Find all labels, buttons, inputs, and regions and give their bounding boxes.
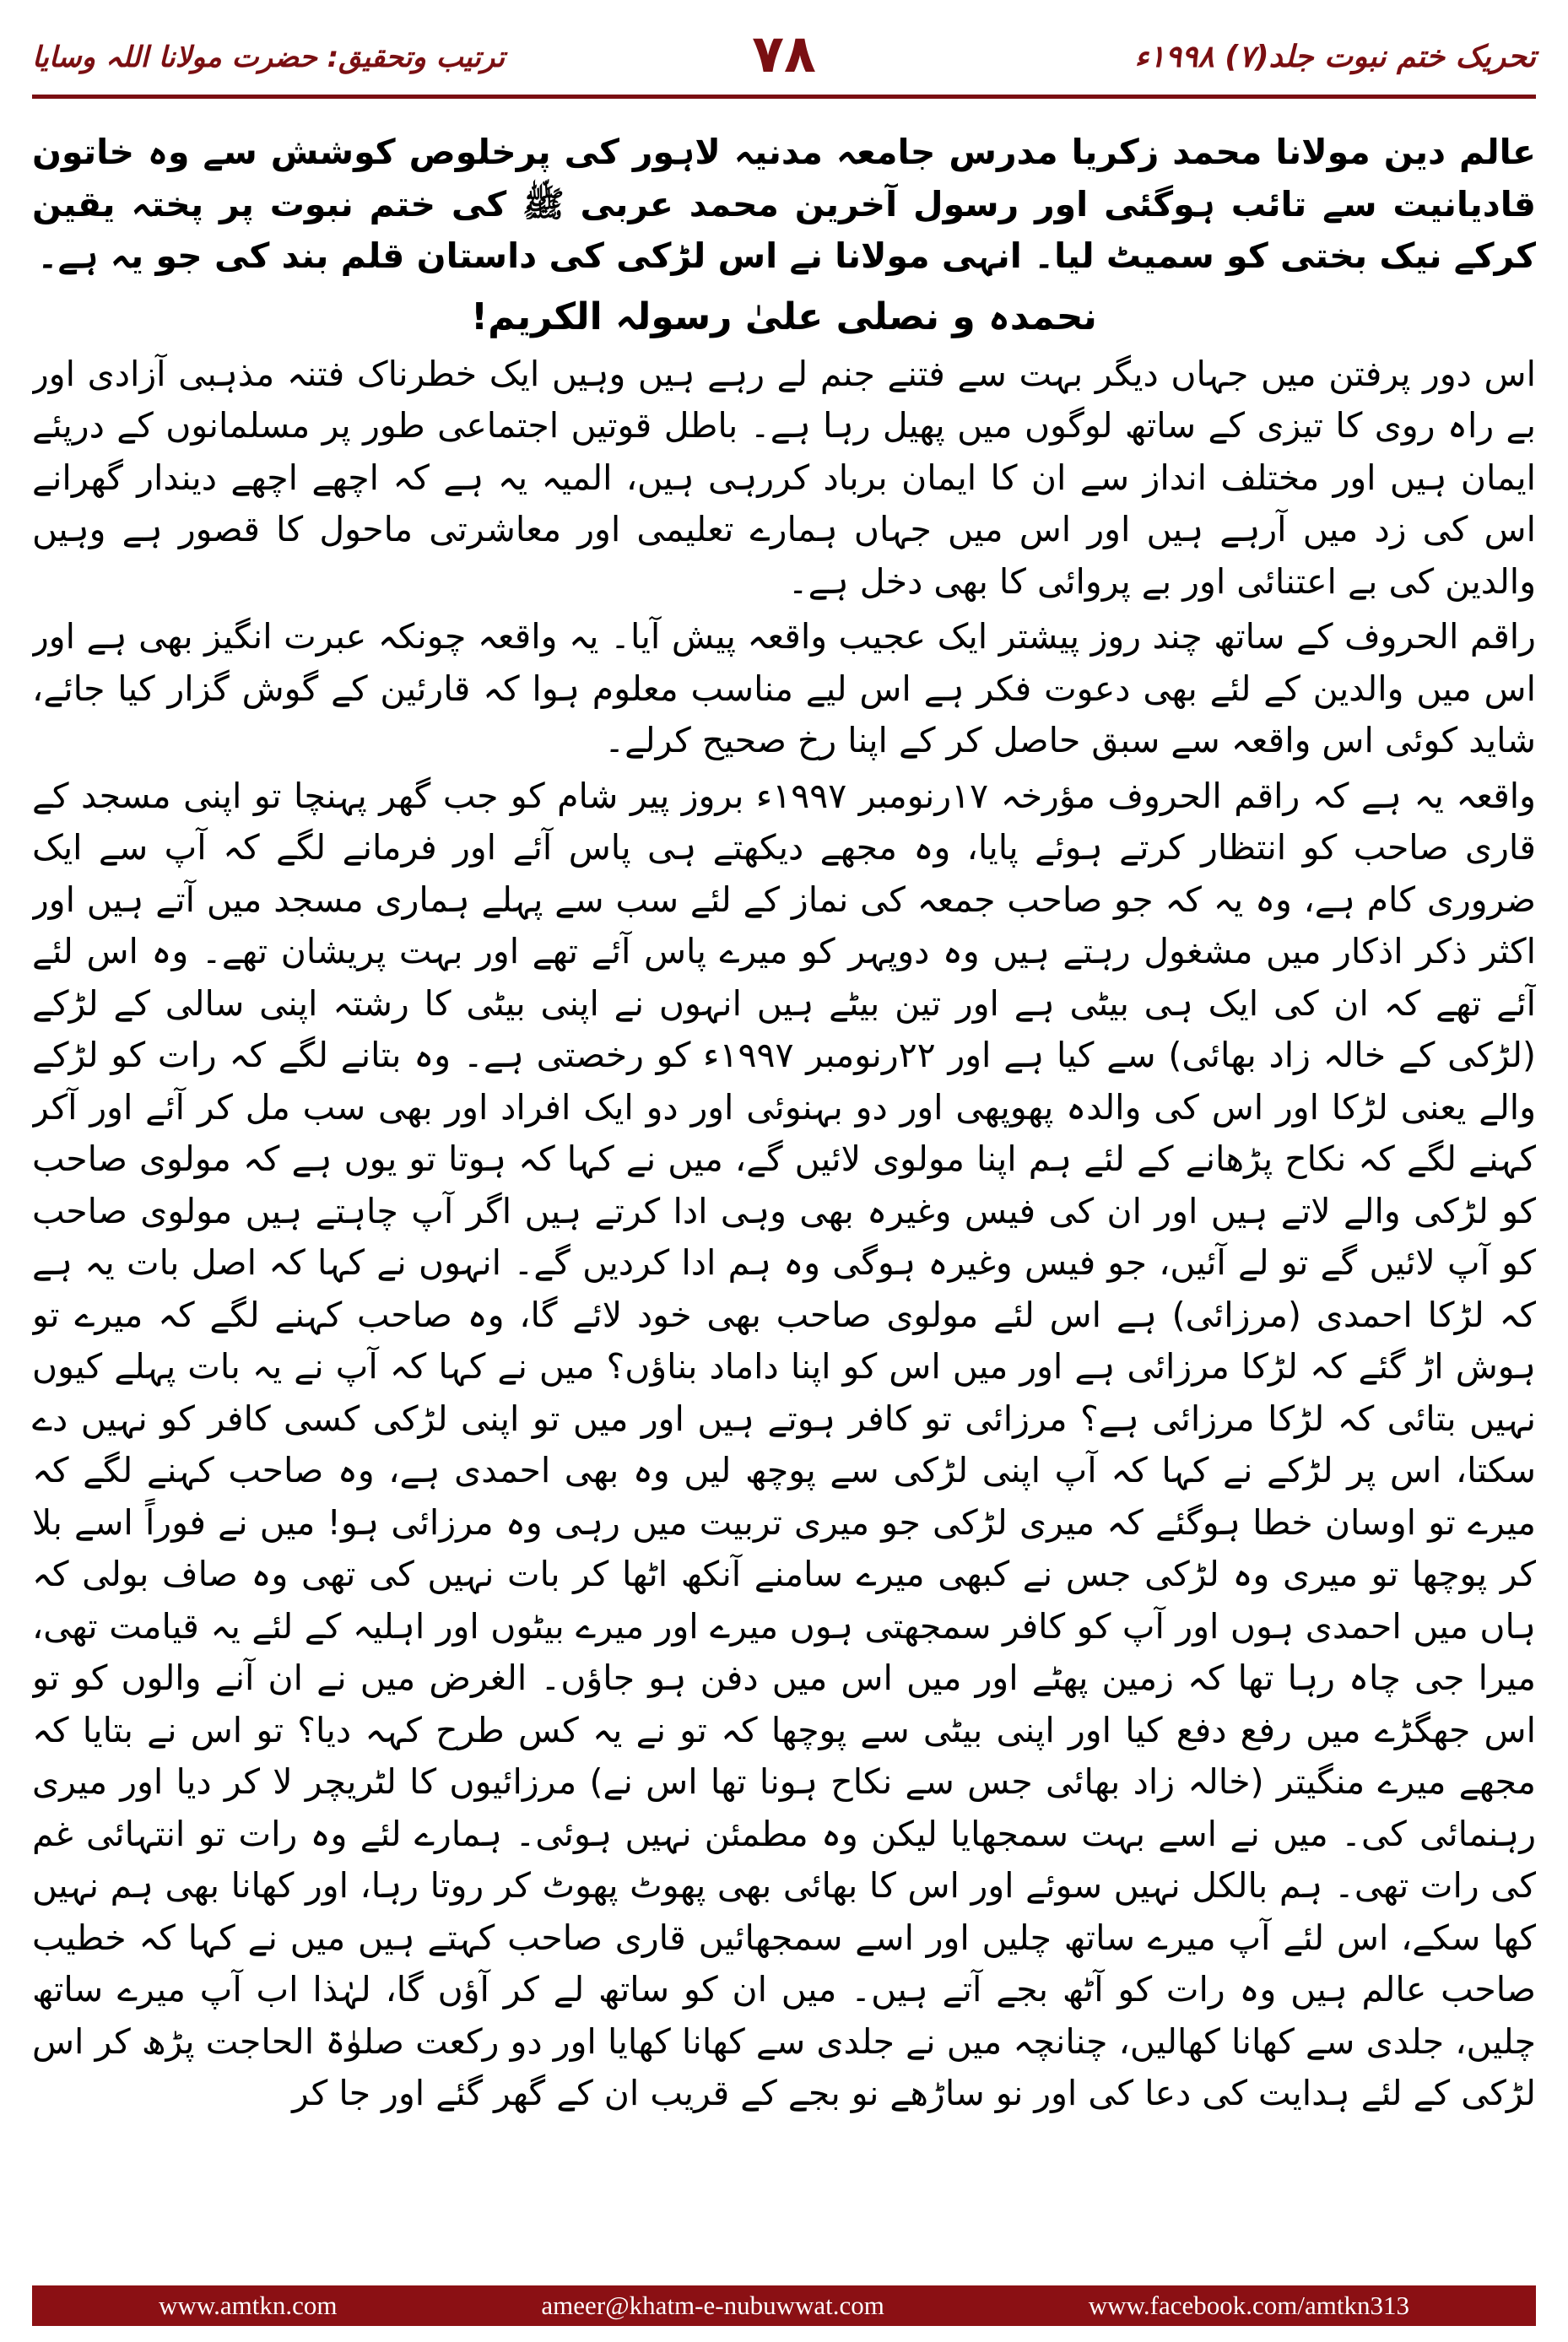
body-paragraph-2: راقم الحروف کے ساتھ چند روز پیشتر ایک عجیب واقعہ پیش آیا۔ یہ واقعہ چونکہ عبرت انگیز بھی ہے اور اس میں والدین کے لئے بھی دعوت فکر ہے اس لیے مناسب معلوم ہوا کہ قارئین کے گوش گزار کیا جائے، شاید کوئی اس واقعہ سے سبق حاصل کر کے اپنا رخ صحیح کرلے۔ <box>32 616 1536 760</box>
intro-paragraph: عالم دین مولانا محمد زکریا مدرس جامعہ مدنیہ لاہور کی پرخلوص کوشش سے وہ خاتون قادیانیت سے تائب ہوگئی اور رسول آخرین محمد عربی ﷺ کی ختم نبوت پر پختہ یقین کرکے نیک بختی کو سمیٹ لیا۔ انہی مولانا نے اس لڑکی کی داستان قلم بند کی جو یہ ہے۔ <box>32 132 1536 276</box>
article-body <box>32 127 1536 2224</box>
body-paragraph-3: واقعہ یہ ہے کہ راقم الحروف مؤرخہ ۱۷رنومبر ۱۹۹۷ء بروز پیر شام کو جب گھر پہنچا تو اپنی مسجد کے قاری صاحب کو انتظار کرتے ہوئے پایا، وہ مجھے دیکھتے ہی پاس آئے اور فرمانے لگے کہ آپ سے ایک ضروری کام ہے، وہ یہ کہ جو صاحب جمعہ کی نماز کے لئے سب سے پہلے ہماری مسجد میں آتے ہیں اور اکثر ذکر اذکار میں مشغول رہتے ہیں وہ دوپہر کو میرے پاس آئے تھے اور بہت پریشان تھے۔ وہ اس لئے آئے تھے کہ ان کی ایک ہی بیٹی ہے اور تین بیٹے ہیں انہوں نے اپنی بیٹی کا رشتہ اپنی سالی کے لڑکے (لڑکی کے خالہ زاد بھائی) سے کیا ہے اور ۲۲رنومبر ۱۹۹۷ء کو رخصتی ہے۔ وہ بتانے لگے کہ رات کو لڑکے والے یعنی لڑکا اور اس کی والدہ پھوپھی اور دو بہنوئی اور دو ایک افراد اور بھی سب مل کر آئے اور آکر کہنے لگے کہ نکاح پڑھانے کے لئے ہم اپنا مولوی لائیں گے، میں نے کہا کہ ہوتا تو یوں ہے کہ مولوی صاحب کو لڑکی والے لاتے ہیں اور ان کی فیس وغیرہ بھی وہی ادا کرتے ہیں اگر آپ چاہتے ہیں مولوی صاحب کو آپ لائیں گے تو لے آئیں، جو فیس وغیرہ ہوگی وہ ہم ادا کردیں گے۔ انہوں نے کہا کہ اصل بات یہ ہے کہ لڑکا احمدی (مرزائی) ہے اس لئے مولوی صاحب بھی خود لائے گا، وہ صاحب کہنے لگے کہ میرے تو ہوش اڑ گئے کہ لڑکا مرزائی ہے اور میں اس کو اپنا داماد بناؤں؟ میں نے کہا کہ آپ نے یہ بات پہلے کیوں نہیں بتائی کہ لڑکا مرزائی ہے؟ مرزائی تو کافر ہوتے ہیں اور میں تو اپنی لڑکی کسی کافر کو نہیں دے سکتا، اس پر لڑکے نے کہا کہ آپ اپنی لڑکی سے پوچھ لیں وہ بھی احمدی ہے، وہ صاحب کہنے لگے کہ میرے تو اوسان خطا ہوگئے کہ میری لڑکی جو میری تربیت میں رہی وہ مرزائی ہو! میں نے فوراً اسے بلا کر پوچھا تو میری وہ لڑکی جس نے کبھی میرے سامنے آنکھ اٹھا کر بات نہیں کی تھی وہ صاف بولی کہ ہاں میں احمدی ہوں اور آپ کو کافر سمجھتی ہوں میرے اور میرے بیٹوں اور اہلیہ کے لئے یہ قیامت تھی، میرا جی چاہ رہا تھا کہ زمین پھٹے اور میں اس میں دفن ہو جاؤں۔ الغرض میں نے ان آنے والوں کو تو اس جھگڑے میں رفع دفع کیا اور اپنی بیٹی سے پوچھا کہ تو نے یہ کس طرح کہہ دیا؟ تو اس نے بتایا کہ مجھے میرے منگیتر (خالہ زاد بھائی جس سے نکاح ہونا تھا اس نے) مرزائیوں کا لٹریچر لا کر دیا اور میری رہنمائی کی۔ میں نے اسے بہت سمجھایا لیکن وہ مطمئن نہیں ہوئی۔ ہمارے لئے وہ رات تو انتہائی غم کی رات تھی۔ ہم بالکل نہیں سوئے اور اس کا بھائی بھی پھوٹ پھوٹ کر روتا رہا، اور کھانا بھی ہم نہیں کھا سکے، اس لئے آپ میرے ساتھ چلیں اور اسے سمجھائیں قاری صاحب کہتے ہیں میں نے کہا کہ خطیب صاحب عالم ہیں وہ رات کو آٹھ بجے آتے ہیں۔ میں ان کو ساتھ لے کر آؤں گا، لہٰذا اب آپ میرے ساتھ چلیں، جلدی سے کھانا کھالیں، چنانچہ میں نے جلدی سے کھانا کھایا اور دو رکعت صلوٰۃ الحاجت پڑھ کر اس لڑکی کے لئے ہدایت کی دعا کی اور نو ساڑھے نو بجے کے قریب ان کے گھر گئے اور جا کر <box>32 775 1536 2113</box>
body-paragraph-1: اس دور پرفتن میں جہاں دیگر بہت سے فتنے جنم لے رہے ہیں وہیں ایک خطرناک فتنہ مذہبی آزادی اور بے راہ روی کا تیزی کے ساتھ لوگوں میں پھیل رہا ہے۔ باطل قوتیں اجتماعی طور پر مسلمانوں کے درپئے ایمان ہیں اور مختلف انداز سے ان کا ایمان برباد کررہی ہیں، المیہ یہ ہے کہ اچھے اچھے دیندار گھرانے اس کی زد میں آرہے ہیں اور اس میں جہاں ہمارے تعلیمی اور معاشرتی ماحول کا قصور ہے وہیں والدین کی بے اعتنائی اور بے پروائی کا بھی دخل ہے۔ <box>32 353 1536 602</box>
header-compiler: ترتیب وتحقیق: حضرت مولانا اللہ وسایا <box>32 41 506 74</box>
footer-website-link[interactable]: www.amtkn.com <box>159 2291 338 2320</box>
header-divider <box>32 95 1536 99</box>
section-heading: نحمدہ و نصلی علیٰ رسولہ الکریم! <box>471 295 1097 338</box>
footer-email-link[interactable]: ameer@khatm-e-nubuwwat.com <box>541 2291 884 2320</box>
header-series-title: تحریک ختم نبوت جلد(۷) ۱۹۹۸ء <box>1134 40 1536 74</box>
footer-facebook-link[interactable]: www.facebook.com/amtkn313 <box>1088 2291 1409 2320</box>
footer-bar <box>32 2285 1536 2326</box>
page-number: ۷۸ <box>752 23 816 84</box>
